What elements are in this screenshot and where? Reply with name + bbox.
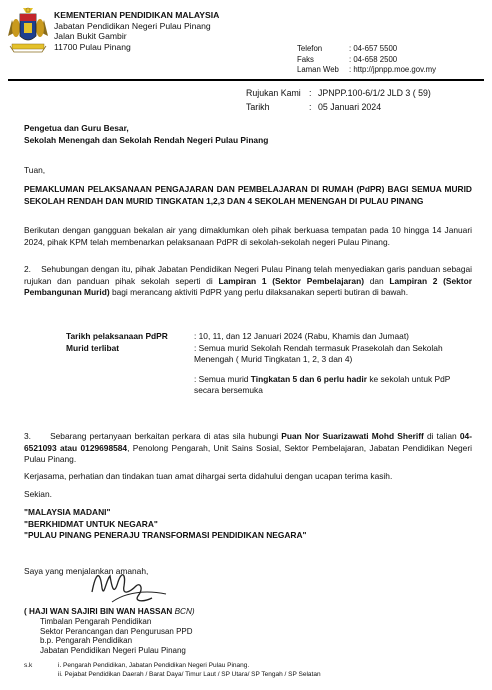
recipient-line-1: Pengetua dan Guru Besar, <box>24 123 129 133</box>
reference-value: JPNPP.100-6/1/2 JLD 3 ( 59) <box>318 88 431 98</box>
paragraph-3-number: 3. <box>24 431 31 441</box>
signatory-line-3: b.p. Pengarah Pendidikan <box>40 636 133 646</box>
motto-1: "MALAYSIA MADANI" <box>24 507 111 517</box>
department-name: Jabatan Pendidikan Negeri Pulau Pinang <box>54 20 211 31</box>
reference-block <box>246 86 431 114</box>
cc-label: s.k <box>24 662 33 669</box>
fax-row <box>297 55 436 66</box>
paragraph-2 <box>24 264 472 299</box>
date-row: Tarikh : 05 Januari 2024 <box>246 102 382 112</box>
handwritten-signature <box>26 562 216 612</box>
closing-thanks: Kerjasama, perhatian dan tindakan tuan amat dihargai serta didahului dengan ucapan terima kasih. <box>24 471 393 481</box>
subject: PEMAKLUMAN PELAKSANAAN PENGAJARAN DAN PEMBELAJARAN DI RUMAH (PdPR) BAGI SEMUA MURID SEKOLAH RENDAH DAN MURID TINGKATAN 1,2,3 DAN 4 SEKOLAH MENENGAH DI PULAU PINANG <box>24 184 472 206</box>
detail-students-value-2-bold: Tingkatan 5 dan 6 perlu hadir <box>250 373 367 384</box>
date-label: Tarikh <box>246 102 270 112</box>
contact-phone: 04-6521093 atau 0129698584 <box>24 431 472 453</box>
website-label: Laman Web <box>297 65 339 74</box>
detail-students-value-2 <box>194 374 466 397</box>
paragraph-3 <box>24 431 472 466</box>
paragraph-3-text-c: , Penolong Pengarah, Unit Sains Sosial, Sektor Pembelajaran, Jabatan Pendidikan Negeri Pulau Pinang. <box>24 442 472 464</box>
signatory-line-4: Jabatan Pendidikan Negeri Pulau Pinang <box>40 645 186 655</box>
recipient <box>24 123 472 146</box>
paragraph-2-text-b: dan <box>364 275 390 286</box>
salutation: Tuan, <box>24 165 46 175</box>
detail-date-label: Tarikh pelaksanaan PdPR <box>66 331 168 341</box>
reference-row: Rujukan Kami : JPNPP.100-6/1/2 JLD 3 ( 59) <box>246 88 431 98</box>
detail-students-value-1: : Semua murid Sekolah Rendah termasuk Prasekolah dan Sekolah Menengah ( Murid Tingkatan 1, 2, 3 dan 4) <box>194 342 443 364</box>
motto-3: "PULAU PINANG PENERAJU TRANSFORMASI PENDIDIKAN NEGARA" <box>24 530 307 540</box>
detail-students-value-2-a: : Semua murid <box>194 373 251 384</box>
fax-value: : 04-658 2500 <box>349 54 398 64</box>
header-divider <box>8 79 484 81</box>
detail-students-row-2 <box>66 374 466 397</box>
contact-person: Puan Nor Suarizawati Mohd Sheriff <box>281 431 424 441</box>
appendix-2: Lampiran 2 (Sektor Pembangunan Murid) <box>24 275 472 297</box>
website-value: : http://jpnpp.moe.gov.my <box>349 65 436 74</box>
mottos <box>24 507 472 542</box>
signatory <box>24 606 484 655</box>
paragraph-2-number: 2. <box>24 264 31 274</box>
cc-item-2: ii. Pejabat Pendidikan Daerah / Barat Daya/ Timur Laut / SP Utara/ SP Tengah / SP Selatan <box>58 670 321 678</box>
signatory-line-2: Sektor Perancangan dan Pengurusan PPD <box>40 626 193 636</box>
signatory-line-1: Timbalan Pengarah Pendidikan <box>40 617 152 626</box>
detail-students-value-2-b: ke sekolah untuk PdP secara bersemuka <box>194 373 451 395</box>
cc-item-1: i. Pengarah Pendidikan, Jabatan Pendidikan Negeri Pulau Pinang. <box>58 662 250 669</box>
paragraph-3-text-b: di talian <box>423 431 460 441</box>
signatory-award: BCN) <box>174 607 195 616</box>
detail-date-value: : 10, 11, dan 12 Januari 2024 (Rabu, Khamis dan Jumaat) <box>194 331 409 341</box>
website-row <box>297 65 436 76</box>
cc-list <box>24 662 321 679</box>
closing: Sekian. <box>24 489 52 499</box>
cc-row-2 <box>24 671 321 680</box>
phone-row <box>297 44 436 55</box>
letterhead <box>54 10 219 52</box>
contact-info <box>297 44 436 76</box>
reference-label: Rujukan Kami <box>246 88 301 98</box>
date-value: 05 Januari 2024 <box>318 102 382 112</box>
phone-label: Telefon <box>297 44 323 53</box>
street-address: Jalan Bukit Gambir <box>54 31 127 42</box>
detail-students-row <box>66 343 466 366</box>
detail-date-row <box>66 331 466 343</box>
paragraph-2-text-a: Sehubungan dengan itu, pihak Jabatan Pendidikan Negeri Pulau Pinang telah menyediakan garis panduan sebagai rujukan dan panduan pihak sekolah seperti di <box>24 264 472 286</box>
detail-students-label: Murid terlibat <box>66 342 120 353</box>
postcode-city: 11700 Pulau Pinang <box>54 41 131 52</box>
recipient-line-2: Sekolah Menengah dan Sekolah Rendah Negeri Pulau Pinang <box>24 134 269 145</box>
details-table <box>66 331 466 397</box>
appendix-1: Lampiran 1 (Sektor Pembelajaran) <box>218 275 364 286</box>
cc-row-1 <box>24 662 321 671</box>
phone-value: : 04-657 5500 <box>349 44 398 53</box>
motto-2: "BERKHIDMAT UNTUK NEGARA" <box>24 518 158 529</box>
ministry-name: KEMENTERIAN PENDIDIKAN MALAYSIA <box>54 10 220 20</box>
fax-label: Faks <box>297 54 314 64</box>
paragraph-2-text-c: bagi merancang aktiviti PdPR yang perlu dilaksanakan seperti butiran di bawah. <box>109 287 409 297</box>
paragraph-1: Berikutan dengan gangguan bekalan air yang dimaklumkan oleh pihak berkuasa tempatan pada 10 hingga 14 Januari 2024, pihak KPM telah membenarkan pelaksanaan PdPR di sekolah-sekolah negeri Pulau Pinang. <box>24 225 472 247</box>
sign-off: Saya yang menjalankan amanah, <box>24 566 149 576</box>
paragraph-3-text-a: Sebarang pertanyaan berkaitan perkara di atas sila hubungi <box>50 431 282 441</box>
signatory-name: ( HAJI WAN SAJIRI BIN WAN HASSAN <box>24 607 173 616</box>
coat-of-arms-logo <box>8 6 48 54</box>
